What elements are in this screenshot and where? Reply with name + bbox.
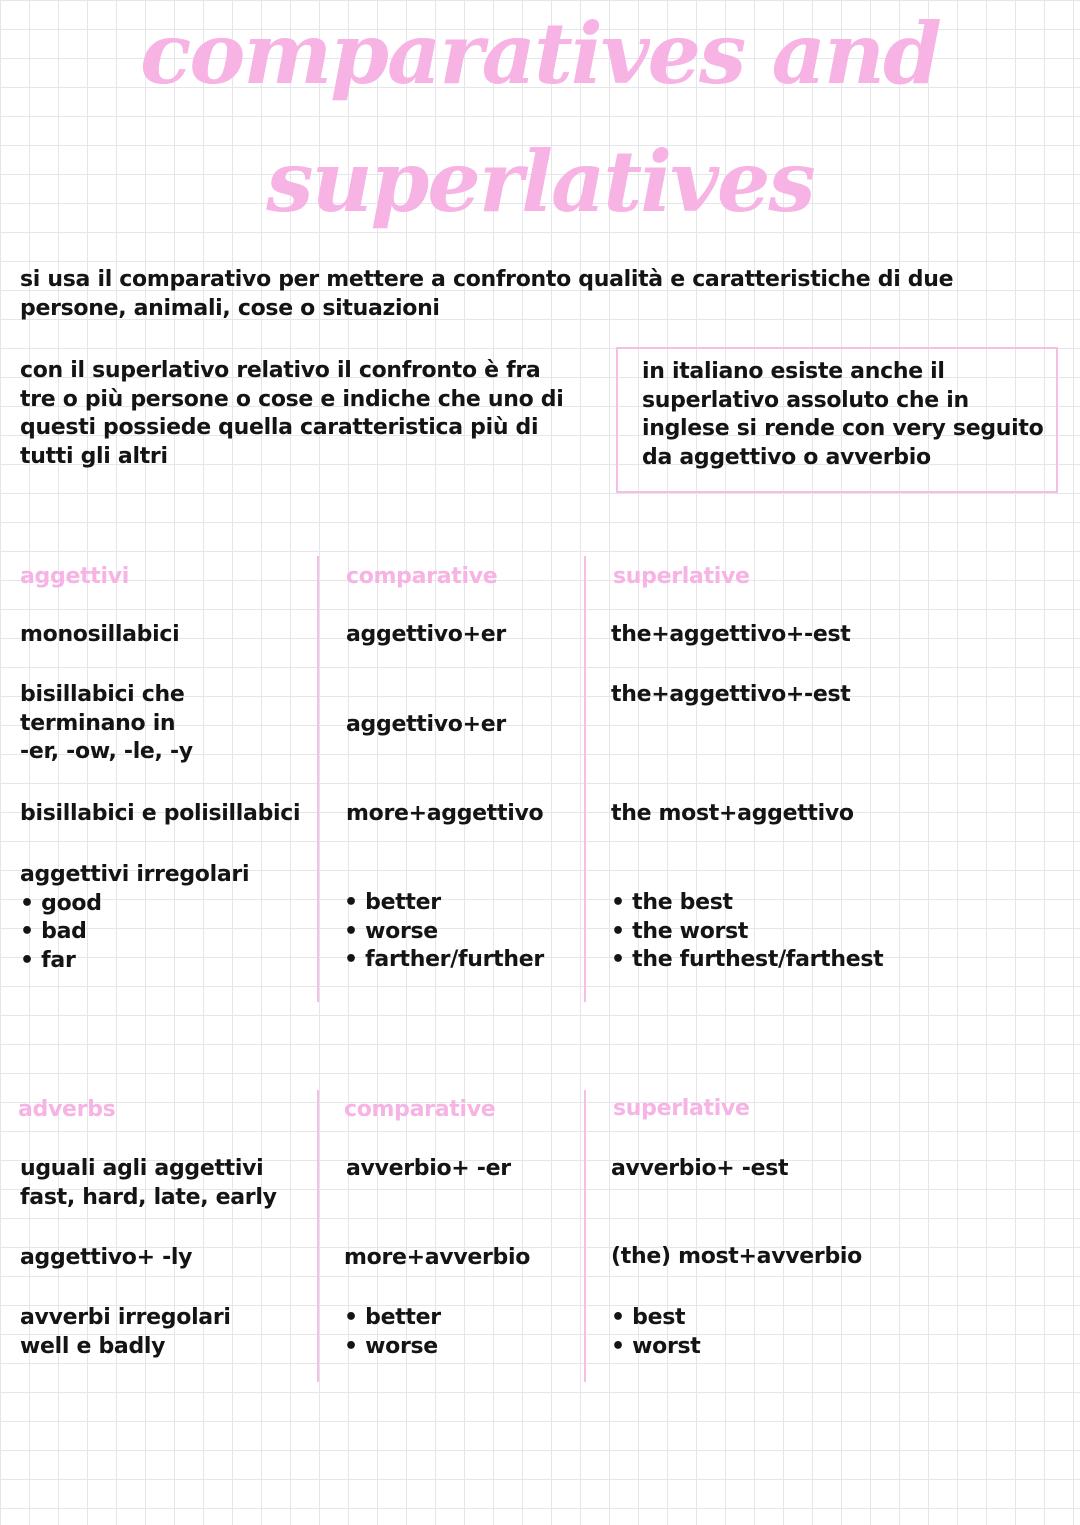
adj-row-3-superlative	[611, 800, 854, 829]
cell-line: • the worst	[611, 918, 749, 944]
relative-superlative-text: con il superlativo relativo il confronto è fra tre o più persone o cose e indiche che uno di questi possiede quella caratteristica più di tutti gli altri	[20, 358, 564, 469]
adj-row-1-comparative	[346, 621, 506, 650]
adverbs-divider-2	[584, 1090, 586, 1382]
cell-line: (the) most+avverbio	[611, 1244, 862, 1269]
adv-row-1-label	[20, 1155, 277, 1212]
cell-line: • better	[344, 890, 441, 915]
adj-row-4-comparative	[344, 889, 544, 975]
cell-line: • worse	[344, 918, 438, 944]
cell-line: monosillabici	[20, 622, 180, 647]
cell-line: aggettivo+er	[346, 622, 506, 647]
adv-row-2-superlative	[611, 1243, 862, 1272]
cell-line: • good	[20, 890, 102, 916]
cell-line: • the furthest/farthest	[611, 947, 884, 972]
adjectives-header-comparative: comparative	[346, 564, 498, 589]
adj-row-1-label	[20, 621, 179, 650]
adj-row-2-label	[20, 681, 193, 767]
adv-row-3-label	[20, 1304, 231, 1361]
cell-line: • worse	[344, 1333, 438, 1359]
cell-line: • the best	[611, 890, 733, 915]
cell-line: well e badly	[20, 1333, 166, 1359]
cell-line: avverbi irregolari	[20, 1305, 231, 1330]
adjectives-divider-2	[584, 556, 586, 1002]
adverbs-header-superlative: superlative	[613, 1096, 750, 1121]
cell-line: uguali agli aggettivi	[20, 1156, 264, 1181]
cell-line: the+aggettivo+-est	[611, 622, 851, 647]
adv-row-3-comparative	[344, 1304, 441, 1361]
cell-line: • better	[344, 1305, 441, 1330]
intro-text: si usa il comparativo per mettere a confronto qualità e caratteristiche di due persone, animali, cose o situazioni	[20, 267, 954, 321]
cell-line: • best	[611, 1305, 686, 1330]
cell-line: • far	[20, 947, 76, 973]
adjectives-divider-1	[317, 556, 319, 1002]
cell-line: avverbio+ -er	[346, 1156, 511, 1181]
cell-line: more+avverbio	[344, 1245, 531, 1270]
adj-row-3-label	[20, 800, 300, 829]
cell-line: aggettivo+er	[346, 712, 506, 737]
adverbs-divider-1	[317, 1090, 319, 1382]
cell-line: the+aggettivo+-est	[611, 682, 851, 707]
cell-line: aggettivo+ -ly	[20, 1245, 193, 1270]
adv-row-2-comparative	[344, 1244, 530, 1273]
cell-line: • farther/further	[344, 947, 544, 972]
title-line-2: superlatives	[266, 132, 814, 231]
adv-row-3-superlative	[611, 1304, 701, 1361]
adjectives-header-superlative: superlative	[613, 564, 750, 589]
cell-line: -er, -ow, -le, -y	[20, 739, 193, 764]
adj-row-2-superlative	[611, 681, 851, 710]
adj-row-2-comparative	[346, 711, 506, 740]
cell-line: fast, hard, late, early	[20, 1184, 277, 1210]
cell-line: • bad	[20, 919, 87, 944]
adjectives-header-label: aggettivi	[20, 564, 130, 589]
adj-row-1-superlative	[611, 621, 851, 650]
cell-line: bisillabici che	[20, 682, 185, 707]
adj-row-4-label	[20, 861, 249, 975]
adj-row-3-comparative	[346, 800, 543, 829]
cell-line: avverbio+ -est	[611, 1156, 789, 1181]
adj-row-4-superlative	[611, 889, 883, 975]
cell-line: more+aggettivo	[346, 801, 544, 826]
adv-row-1-superlative	[611, 1155, 788, 1184]
cell-line: bisillabici e polisillabici	[20, 801, 301, 826]
cell-line: aggettivi irregolari	[20, 862, 250, 887]
adverbs-header-label: adverbs	[18, 1097, 116, 1122]
cell-line: the most+aggettivo	[611, 801, 854, 826]
cell-line: • worst	[611, 1333, 701, 1359]
absolute-superlative-note: in italiano esiste anche il superlativo assoluto che in inglese si rende con very seguito da aggettivo o avverbio	[642, 359, 1044, 470]
cell-line: terminano in	[20, 710, 176, 736]
adverbs-header-comparative: comparative	[344, 1097, 496, 1122]
title-line-1: comparatives and	[140, 4, 940, 103]
adv-row-1-comparative	[346, 1155, 511, 1184]
adv-row-2-label	[20, 1244, 192, 1273]
